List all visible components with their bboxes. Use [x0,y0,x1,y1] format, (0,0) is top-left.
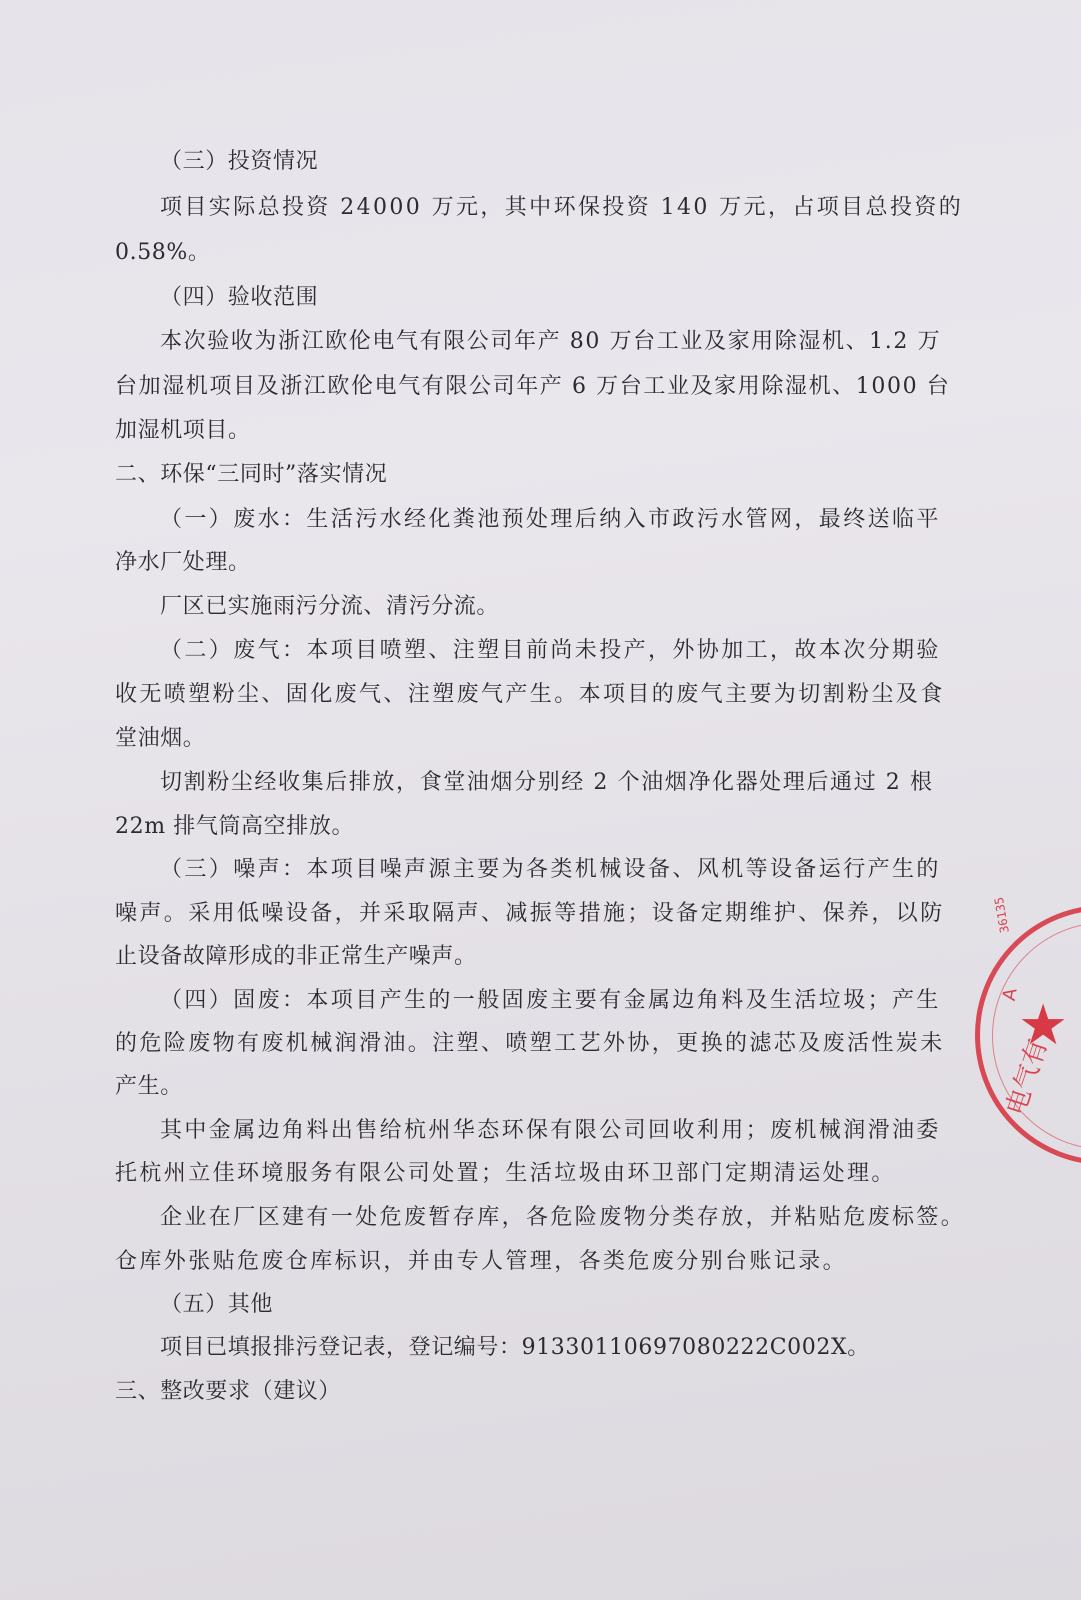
investment-text-line-1: 项目实际总投资 24000 万元，其中环保投资 140 万元，占项目总投资的 [160,195,964,220]
noise-text-line-3: 止设备故障形成的非正常生产噪声。 [115,944,477,969]
investment-text-line-2: 0.58%。 [115,240,211,265]
scope-text-line-2: 台加湿机项目及浙江欧伦电气有限公司年产 6 万台工业及家用除湿机、1000 台 [115,374,951,399]
section-heading-investment: （三）投资情况 [160,149,319,174]
wastewater-text-line-2: 净水厂处理。 [115,550,251,575]
wastewater-text-line-1: （一）废水：生活污水经化粪池预处理后纳入市政污水管网，最终送临平 [160,507,941,532]
rain-sewage-text: 厂区已实施雨污分流、清污分流。 [160,594,500,619]
section-heading-scope: （四）验收范围 [160,285,319,310]
seal-code: 36135 [991,895,1012,934]
seal-mark: A [998,986,1022,1003]
hazardous-storage-text-line-2: 仓库外张贴危废仓库标识，并由专人管理，各类危废分别台账记录。 [115,1249,848,1274]
disposal-text-line-2: 托杭州立佳环境服务有限公司处置；生活垃圾由环卫部门定期清运处理。 [115,1161,896,1186]
dust-text-line-1: 切割粉尘经收集后排放，食堂油烟分别经 2 个油烟净化器处理后通过 2 根 [160,770,934,795]
exhaust-text-line-3: 堂油烟。 [115,726,206,751]
exhaust-text-line-2: 收无喷塑粉尘、固化废气、注塑废气产生。本项目的废气主要为切割粉尘及食 [115,682,945,707]
seal-text: 电气有 [1001,1035,1054,1120]
exhaust-text-line-1: （二）废气：本项目喷塑、注塑目前尚未投产，外协加工，故本次分期验 [160,638,941,663]
section-heading-three-simultaneous: 二、环保“三同时”落实情况 [115,462,388,487]
scope-text-line-3: 加湿机项目。 [115,418,251,443]
noise-text-line-2: 噪声。采用低噪设备，并采取隔声、减振等措施；设备定期维护、保养，以防 [115,901,945,926]
hazardous-storage-text-line-1: 企业在厂区建有一处危废暂存库，各危险废物分类存放，并粘贴危废标签。 [160,1205,966,1230]
company-seal-stamp [975,895,1081,1165]
solid-waste-text-line-3: 产生。 [115,1074,183,1099]
registration-text: 项目已填报排污登记表，登记编号：91330110697080222C002X。 [160,1335,870,1360]
solid-waste-text-line-2: 的危险废物有废机械润滑油。注塑、喷塑工艺外协，更换的滤芯及废活性炭未 [115,1031,945,1056]
section-heading-rectification: 三、整改要求（建议） [115,1379,342,1404]
disposal-text-line-1: 其中金属边角料出售给杭州华态环保有限公司回收利用；废机械润滑油委 [160,1118,941,1143]
scope-text-line-1: 本次验收为浙江欧伦电气有限公司年产 80 万台工业及家用除湿机、1.2 万 [160,329,942,354]
seal-star-icon: ★ [1018,993,1069,1058]
dust-text-line-2: 22m 排气筒高空排放。 [115,814,355,839]
solid-waste-text-line-1: （四）固废：本项目产生的一般固废主要有金属边角料及生活垃圾；产生 [160,988,941,1013]
noise-text-line-1: （三）噪声：本项目噪声源主要为各类机械设备、风机等设备运行产生的 [160,857,941,882]
section-heading-other: （五）其他 [160,1292,274,1317]
